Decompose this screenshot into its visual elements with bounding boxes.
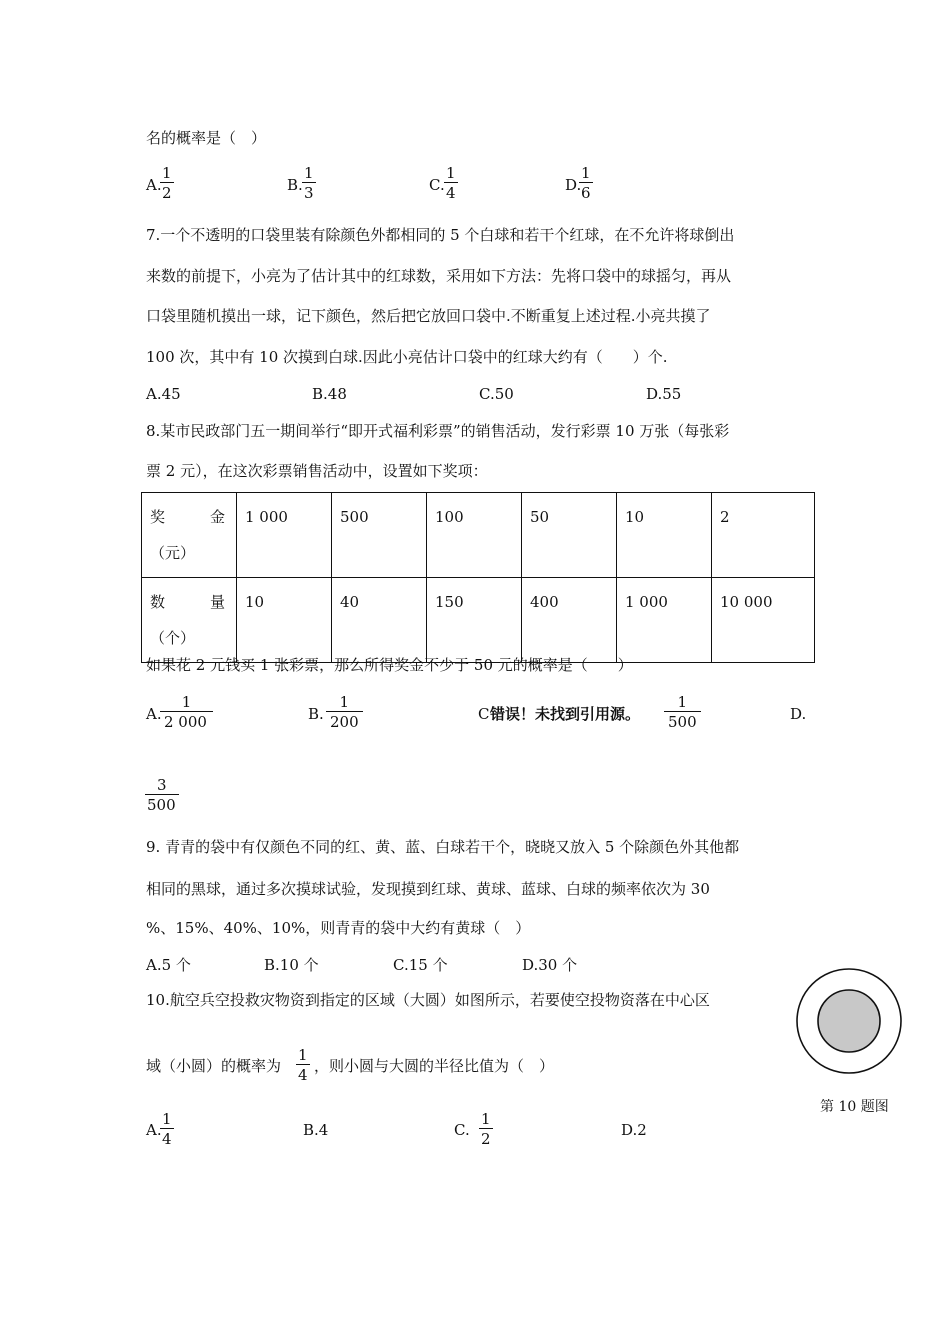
q8-option-a-fraction	[160, 693, 213, 731]
table-cell: 10	[617, 493, 712, 578]
denominator: 500	[145, 794, 179, 814]
denominator: 4	[298, 1066, 308, 1084]
table-row-quantity	[142, 578, 815, 663]
table-row-prize	[142, 493, 815, 578]
q6-option-c-label: C.	[429, 176, 445, 194]
table-cell: 1 000	[237, 493, 332, 578]
q10-option-a-label: A.	[146, 1121, 162, 1139]
q7-option-b: B.48	[312, 385, 347, 403]
table-cell: 150	[427, 578, 522, 663]
q10-line-2b: ，则小圆与大圆的半径比值为（ ）	[314, 1057, 555, 1075]
small-circle	[818, 990, 880, 1052]
q6-option-b-label: B.	[287, 176, 303, 194]
q10-option-c-fraction	[479, 1110, 493, 1148]
q8-line-2: 票 2 元），在这次彩票销售活动中，设置如下奖项：	[146, 462, 488, 480]
q10-probability-fraction	[296, 1046, 310, 1084]
q7-option-c: C.50	[479, 385, 514, 403]
q10-option-a-fraction	[160, 1110, 174, 1148]
numerator: 1	[304, 164, 314, 182]
row-header-line: （个）	[150, 629, 196, 647]
numerator: 3	[157, 776, 167, 794]
numerator: 1	[446, 164, 456, 182]
q10-line-2a: 域（小圆）的概率为	[146, 1057, 282, 1075]
table-cell: 400	[522, 578, 617, 663]
table-cell: 10	[237, 578, 332, 663]
q7-line-3: 口袋里随机摸出一球，记下颜色，然后把它放回口袋中.不断重复上述过程.小亮共摸了	[146, 307, 711, 325]
q7-line-2: 来数的前提下，小亮为了估计其中的红球数，采用如下方法：先将口袋中的球摇匀，再从	[146, 267, 732, 285]
q7-line-1: 7.一个不透明的口袋里装有除颜色外都相同的 5 个白球和若干个红球，在不允许将球倒出	[146, 226, 735, 244]
q6-option-a-label: A.	[146, 176, 162, 194]
q9-option-c: C.15 个	[393, 956, 448, 974]
q9-line-2: 相同的黑球，通过多次摸球试验，发现摸到红球、黄球、蓝球、白球的频率依次为 30	[146, 880, 710, 898]
q8-question: 如果花 2 元钱买 1 张彩票，那么所得奖金不少于 50 元的概率是（ ）	[146, 656, 633, 674]
q8-option-c-error-text: 错误！未找到引用源。	[490, 705, 641, 723]
q6-option-d-label: D.	[565, 176, 582, 194]
q9-option-a: A.5 个	[146, 956, 191, 974]
numerator: 1	[181, 693, 192, 711]
row-header-prize	[142, 493, 237, 578]
numerator: 1	[298, 1046, 308, 1064]
figure-caption: 第 10 题图	[820, 1099, 889, 1115]
q8-option-d-label: D.	[790, 705, 807, 723]
table-cell: 50	[522, 493, 617, 578]
denominator: 4	[162, 1130, 172, 1148]
q8-line-1: 8.某市民政部门五一期间举行“即开式福利彩票”的销售活动，发行彩票 10 万张（每张彩	[146, 422, 730, 440]
q10-option-d: D.2	[621, 1121, 647, 1139]
row-header-line: （元）	[150, 544, 196, 562]
q6-tail: 名的概率是（ ）	[146, 129, 267, 147]
table-cell: 2	[712, 493, 815, 578]
q6-option-d-fraction	[579, 164, 593, 202]
numerator: 1	[162, 164, 172, 182]
q9-line-3: %、15%、40%、10%，则青青的袋中大约有黄球（ ）	[146, 919, 531, 937]
numerator: 1	[581, 164, 591, 182]
numerator: 1	[481, 1110, 491, 1128]
row-header-quantity	[142, 578, 237, 663]
q8-option-c-label: C	[478, 705, 490, 723]
q6-option-a-fraction	[160, 164, 174, 202]
q7-line-4: 100 次，其中有 10 次摸到白球.因此小亮估计口袋中的红球大约有（ ）个.	[146, 348, 668, 366]
row-header-line: 数 量	[150, 593, 226, 611]
q8-option-b-fraction	[326, 693, 363, 731]
q9-option-b: B.10 个	[264, 956, 319, 974]
numerator: 1	[339, 693, 350, 711]
table-cell: 10 000	[712, 578, 815, 663]
numerator: 1	[162, 1110, 172, 1128]
q8-option-b-label: B.	[308, 705, 324, 723]
q10-option-b: B.4	[303, 1121, 329, 1139]
numerator: 1	[677, 693, 688, 711]
concentric-circles-figure	[792, 964, 906, 1078]
q6-option-c-fraction	[444, 164, 458, 202]
q7-option-a: A.45	[146, 385, 181, 403]
q8-option-c-fraction	[664, 693, 701, 731]
denominator: 4	[446, 184, 456, 202]
q8-option-d-fraction	[145, 776, 179, 814]
q10-line-1: 10.航空兵空投救灾物资到指定的区域（大圆）如图所示，若要使空投物资落在中心区	[146, 991, 710, 1009]
table-cell: 100	[427, 493, 522, 578]
q7-option-d: D.55	[646, 385, 682, 403]
q10-option-c-label: C.	[454, 1121, 470, 1139]
denominator: 2	[162, 184, 172, 202]
denominator: 2 000	[160, 711, 213, 731]
table-cell: 500	[332, 493, 427, 578]
denominator: 2	[481, 1130, 491, 1148]
q9-line-1: 9. 青青的袋中有仅颜色不同的红、黄、蓝、白球若干个，晓晓又放入 5 个除颜色外其他都	[146, 838, 740, 856]
q9-option-d: D.30 个	[522, 956, 578, 974]
denominator: 500	[664, 711, 701, 731]
denominator: 6	[581, 184, 591, 202]
row-header-line: 奖 金	[150, 508, 226, 526]
table-cell: 40	[332, 578, 427, 663]
table-cell: 1 000	[617, 578, 712, 663]
denominator: 200	[326, 711, 363, 731]
denominator: 3	[304, 184, 314, 202]
prize-table	[141, 492, 815, 663]
q8-option-a-label: A.	[146, 705, 162, 723]
q6-option-b-fraction	[302, 164, 316, 202]
